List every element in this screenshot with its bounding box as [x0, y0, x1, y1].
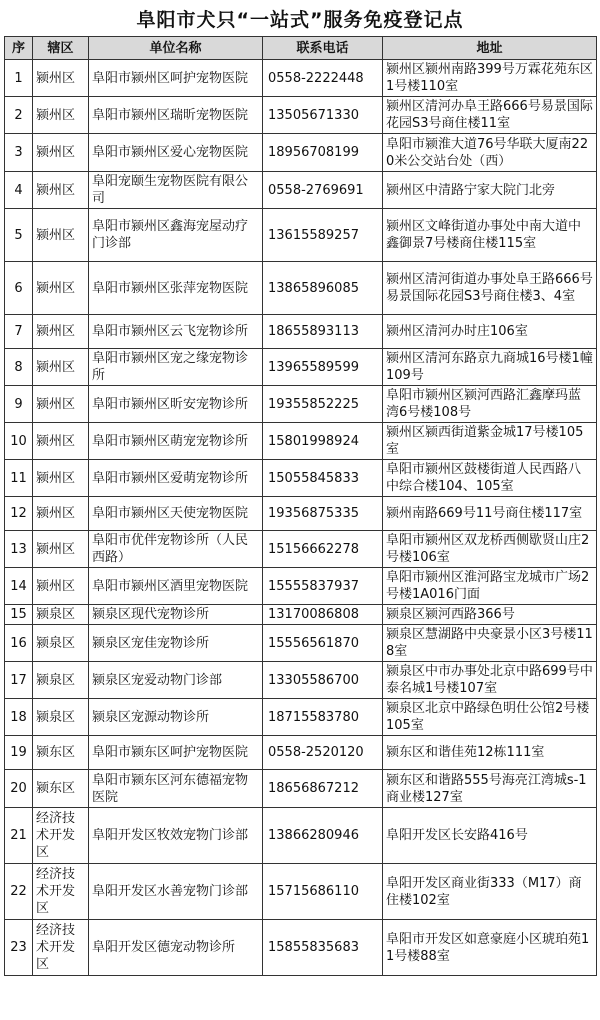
row-address: 阜阳开发区商业街333（M17）商住楼102室 — [383, 864, 597, 920]
row-district: 颍州区 — [33, 531, 89, 568]
row-phone: 19356875335 — [263, 497, 383, 531]
row-phone: 13505671330 — [263, 97, 383, 134]
table-row — [5, 808, 597, 864]
row-district: 颍州区 — [33, 60, 89, 97]
row-address: 颍泉区北京中路绿色明仕公馆2号楼105室 — [383, 699, 597, 736]
row-district: 颍州区 — [33, 423, 89, 460]
row-unit-name: 阜阳市颍州区爱心宠物医院 — [89, 134, 263, 172]
row-address: 颍州区清河东路京九商城16号楼1幢109号 — [383, 349, 597, 386]
row-district: 经济技术开发区 — [33, 808, 89, 864]
row-phone: 0558-2769691 — [263, 172, 383, 209]
row-district: 颍东区 — [33, 736, 89, 770]
row-district: 颍州区 — [33, 97, 89, 134]
row-phone: 0558-2222448 — [263, 60, 383, 97]
table-row — [5, 134, 597, 172]
row-phone: 15055845833 — [263, 460, 383, 497]
row-unit-name: 阜阳市颍州区瑞昕宠物医院 — [89, 97, 263, 134]
row-index: 23 — [5, 920, 33, 976]
row-district: 颍州区 — [33, 134, 89, 172]
row-index: 2 — [5, 97, 33, 134]
row-district: 颍泉区 — [33, 699, 89, 736]
row-phone: 18956708199 — [263, 134, 383, 172]
row-address: 阜阳市颍州区鼓楼街道人民西路八中综合楼104、105室 — [383, 460, 597, 497]
row-district: 颍泉区 — [33, 605, 89, 625]
table-body — [5, 60, 597, 976]
header-index: 序 — [5, 37, 33, 60]
row-phone: 15801998924 — [263, 423, 383, 460]
row-index: 20 — [5, 770, 33, 808]
row-unit-name: 阜阳宠颐生宠物医院有限公司 — [89, 172, 263, 209]
table-row — [5, 460, 597, 497]
row-unit-name: 阜阳开发区德宠动物诊所 — [89, 920, 263, 976]
row-unit-name: 阜阳市颍州区酒里宠物医院 — [89, 568, 263, 605]
row-index: 21 — [5, 808, 33, 864]
table-row — [5, 531, 597, 568]
row-address: 颍州区清河街道办事处阜王路666号易景国际花园S3号商住楼3、4室 — [383, 262, 597, 315]
row-phone: 18715583780 — [263, 699, 383, 736]
row-index: 18 — [5, 699, 33, 736]
row-index: 4 — [5, 172, 33, 209]
row-index: 9 — [5, 386, 33, 423]
table-row — [5, 172, 597, 209]
row-unit-name: 阜阳市颍州区昕安宠物诊所 — [89, 386, 263, 423]
header-address: 地址 — [383, 37, 597, 60]
row-district: 经济技术开发区 — [33, 920, 89, 976]
row-district: 颍泉区 — [33, 662, 89, 699]
row-phone: 19355852225 — [263, 386, 383, 423]
table-row — [5, 386, 597, 423]
row-index: 7 — [5, 315, 33, 349]
row-unit-name: 阜阳开发区牧效宠物门诊部 — [89, 808, 263, 864]
table-row — [5, 736, 597, 770]
row-index: 5 — [5, 209, 33, 262]
row-address: 颍泉区慧湖路中央豪景小区3号楼118室 — [383, 625, 597, 662]
row-unit-name: 阜阳市颍州区鑫海宠屋动疗门诊部 — [89, 209, 263, 262]
row-district: 颍州区 — [33, 209, 89, 262]
row-address: 阜阳市开发区如意豪庭小区琥珀苑11号楼88室 — [383, 920, 597, 976]
row-phone: 18655893113 — [263, 315, 383, 349]
row-unit-name: 颍泉区宠佳宠物诊所 — [89, 625, 263, 662]
row-index: 17 — [5, 662, 33, 699]
row-phone: 13965589599 — [263, 349, 383, 386]
row-index: 16 — [5, 625, 33, 662]
row-address: 颍东区和谐佳苑12栋111室 — [383, 736, 597, 770]
table-row — [5, 699, 597, 736]
row-unit-name: 阜阳开发区水善宠物门诊部 — [89, 864, 263, 920]
header-unit-name: 单位名称 — [89, 37, 263, 60]
table-row — [5, 423, 597, 460]
row-index: 3 — [5, 134, 33, 172]
page-title: 阜阳市犬只“一站式”服务免疫登记点 — [136, 8, 464, 31]
row-address: 阜阳市颍州区双龙桥西侧歇贤山庄2号楼106室 — [383, 531, 597, 568]
row-unit-name: 颍泉区宠爱动物门诊部 — [89, 662, 263, 699]
row-index: 11 — [5, 460, 33, 497]
table-row — [5, 497, 597, 531]
row-phone: 15555837937 — [263, 568, 383, 605]
row-unit-name: 阜阳市颍州区爱萌宠物诊所 — [89, 460, 263, 497]
table-row — [5, 349, 597, 386]
row-district: 颍州区 — [33, 315, 89, 349]
row-phone: 13865896085 — [263, 262, 383, 315]
row-phone: 0558-2520120 — [263, 736, 383, 770]
header-phone: 联系电话 — [263, 37, 383, 60]
row-phone: 18656867212 — [263, 770, 383, 808]
row-unit-name: 阜阳市颍东区河东德福宠物医院 — [89, 770, 263, 808]
table-row — [5, 315, 597, 349]
row-address: 颍州区文峰街道办事处中南大道中鑫御景7号楼商住楼115室 — [383, 209, 597, 262]
row-index: 10 — [5, 423, 33, 460]
row-unit-name: 阜阳市颍州区张萍宠物医院 — [89, 262, 263, 315]
row-address: 颍州南路669号11号商住楼117室 — [383, 497, 597, 531]
row-unit-name: 阜阳市颍东区呵护宠物医院 — [89, 736, 263, 770]
row-phone: 15556561870 — [263, 625, 383, 662]
row-district: 颍州区 — [33, 386, 89, 423]
row-unit-name: 阜阳市颍州区宠之缘宠物诊所 — [89, 349, 263, 386]
registration-table — [4, 36, 597, 976]
row-index: 12 — [5, 497, 33, 531]
header-district: 辖区 — [33, 37, 89, 60]
row-address: 颍州区颍西街道紫金城17号楼105室 — [383, 423, 597, 460]
row-index: 19 — [5, 736, 33, 770]
row-address: 颍泉区中市办事处北京中路699号中泰名城1号楼107室 — [383, 662, 597, 699]
table-row — [5, 920, 597, 976]
row-address: 颍州区清河办阜王路666号易景国际花园S3号商住楼11室 — [383, 97, 597, 134]
table-row — [5, 605, 597, 625]
row-address: 阜阳市颍淮大道76号华联大厦南220米公交站台处（西） — [383, 134, 597, 172]
row-district: 颍泉区 — [33, 625, 89, 662]
row-unit-name: 颍泉区现代宠物诊所 — [89, 605, 263, 625]
row-district: 颍州区 — [33, 262, 89, 315]
row-index: 14 — [5, 568, 33, 605]
row-phone: 15855835683 — [263, 920, 383, 976]
row-unit-name: 阜阳市颍州区云飞宠物诊所 — [89, 315, 263, 349]
row-unit-name: 颍泉区宠源动物诊所 — [89, 699, 263, 736]
table-row — [5, 209, 597, 262]
row-index: 15 — [5, 605, 33, 625]
row-district: 颍东区 — [33, 770, 89, 808]
row-phone: 15715686110 — [263, 864, 383, 920]
row-index: 1 — [5, 60, 33, 97]
row-address: 颍州区中清路宁家大院门北旁 — [383, 172, 597, 209]
row-phone: 13305586700 — [263, 662, 383, 699]
row-district: 颍州区 — [33, 172, 89, 209]
row-address: 颍泉区颍河西路366号 — [383, 605, 597, 625]
row-district: 颍州区 — [33, 568, 89, 605]
row-district: 颍州区 — [33, 497, 89, 531]
row-unit-name: 阜阳市颍州区萌宠宠物诊所 — [89, 423, 263, 460]
row-phone: 13170086808 — [263, 605, 383, 625]
table-row — [5, 864, 597, 920]
row-phone: 13866280946 — [263, 808, 383, 864]
row-address: 阜阳开发区长安路416号 — [383, 808, 597, 864]
table-row — [5, 568, 597, 605]
table-row — [5, 625, 597, 662]
row-district: 经济技术开发区 — [33, 864, 89, 920]
table-row — [5, 262, 597, 315]
row-address: 颍州区颍州南路399号万霖花苑东区1号楼110室 — [383, 60, 597, 97]
row-address: 颍东区和谐路555号海亮江湾城s-1商业楼127室 — [383, 770, 597, 808]
row-phone: 13615589257 — [263, 209, 383, 262]
table-header-row — [5, 37, 597, 60]
row-index: 22 — [5, 864, 33, 920]
row-address: 颍州区清河办时庄106室 — [383, 315, 597, 349]
row-unit-name: 阜阳市颍州区天使宠物医院 — [89, 497, 263, 531]
row-index: 13 — [5, 531, 33, 568]
row-address: 阜阳市颍州区淮河路宝龙城市广场2号楼1A016门面 — [383, 568, 597, 605]
table-row — [5, 97, 597, 134]
row-index: 8 — [5, 349, 33, 386]
row-district: 颍州区 — [33, 460, 89, 497]
table-row — [5, 60, 597, 97]
row-phone: 15156662278 — [263, 531, 383, 568]
row-unit-name: 阜阳市优伴宠物诊所（人民西路） — [89, 531, 263, 568]
table-row — [5, 662, 597, 699]
row-address: 阜阳市颍州区颍河西路汇鑫摩玛蓝湾6号楼108号 — [383, 386, 597, 423]
table-row — [5, 770, 597, 808]
row-district: 颍州区 — [33, 349, 89, 386]
row-index: 6 — [5, 262, 33, 315]
row-unit-name: 阜阳市颍州区呵护宠物医院 — [89, 60, 263, 97]
